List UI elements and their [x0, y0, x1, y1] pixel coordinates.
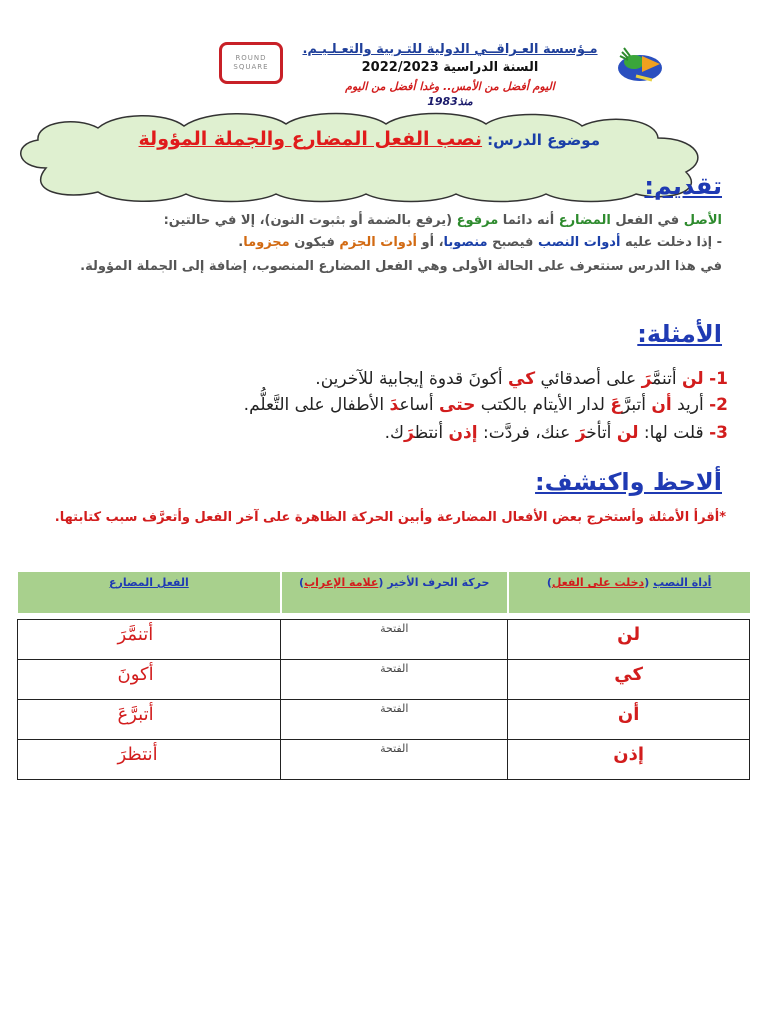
table-header-row [17, 572, 750, 613]
header-tool: أداة النصب (دخلت على الفعل) [508, 572, 750, 613]
intro-line-1: الأصل في الفعل المضارع أنه دائما مرفوع (يرفع بالضمة أو بثبوت النون)، إلا في حالتين: [163, 213, 722, 228]
cell-mark: الفتحة [281, 740, 508, 780]
intro-line-3: في هذا الدرس سنتعرف على الحالة الأولى وهي الفعل المضارع المنصوب، إضافة إلى الجملة المؤولة. [80, 259, 722, 274]
cell-verb: أتنمَّرَ [17, 620, 281, 660]
intro-line-2: - إذا دخلت عليه أدوات النصب فيصبح منصوبا، أو أدوات الجزم فيكون مجزوما. [238, 235, 722, 250]
cell-mark: الفتحة [281, 620, 508, 660]
institution-name: مـؤسسة العـراقــي الدولية للتـربية والتعـلـيـم. [302, 42, 598, 57]
cell-mark: الفتحة [281, 700, 508, 740]
school-year-value: 2022/2023 [361, 60, 439, 75]
table-row [17, 660, 750, 700]
examples-heading: الأمثلة: [637, 320, 722, 348]
intro-term-asl: الأصل [683, 213, 722, 228]
example-3: 3- قلت لها: لن أتأخرَ عنك، فردَّت: إذن أنتظرَك. [384, 423, 728, 443]
intro-term-nasb-tools: أدوات النصب [537, 235, 621, 250]
intro-term-mudari: المضارع [558, 213, 611, 228]
topic-label: موضوع الدرس: [487, 131, 600, 149]
intro-term-mansub: منصوبا [443, 235, 488, 250]
example-1: 1- لن أتنمَّرَ على أصدقائي كي أكونَ قدوة إيجابية للآخرين. [315, 369, 728, 389]
topic-title: نصب الفعل المضارع والجملة المؤولة [138, 128, 483, 150]
cell-verb: أتبرَّعَ [17, 700, 281, 740]
header-verb: الفعل المضارع [17, 572, 281, 613]
header-mark: حركة الحرف الأخير (علامة الإعراب) [281, 572, 508, 613]
table-row [17, 620, 750, 660]
intro-term-jazm-tools: أدوات الجزم [339, 235, 417, 250]
cell-mark: الفتحة [281, 660, 508, 700]
school-year [300, 60, 600, 75]
cell-tool: كي [508, 660, 750, 700]
topic-cloud-shape [6, 108, 714, 204]
round-square-logo-line1: ROUND [235, 54, 267, 62]
round-square-logo-line2: SQUARE [233, 63, 269, 71]
motto: اليوم أفضل من الأمس.. وغدا أفضل من اليوم [345, 80, 555, 93]
since-line [300, 95, 600, 108]
intro-heading: تقديم: [644, 172, 722, 200]
cell-tool: إذن [508, 740, 750, 780]
example-2: 2- أريد أن أتبرَّعَ لدار الأيتام بالكتب حتى أساعدَ الأطفال على التَّعلُّم. [243, 395, 728, 415]
round-square-logo [219, 42, 283, 84]
analysis-table [16, 572, 750, 780]
table-row [17, 700, 750, 740]
cell-tool: لن [508, 620, 750, 660]
since-label: منذ [457, 95, 473, 108]
school-emblem-icon [612, 42, 668, 86]
intro-term-marfu: مرفوع [456, 213, 499, 228]
since-year: 1983 [427, 95, 458, 108]
observe-heading: ألاحظ واكتشف: [535, 468, 722, 496]
cell-verb: أكونَ [17, 660, 281, 700]
cell-tool: أن [508, 700, 750, 740]
observe-instruction: *أقرأ الأمثلة وأستخرج بعض الأفعال المضارعة وأبين الحركة الظاهرة على آخر الفعل وأتعرَّف سبب كتابتها. [54, 510, 726, 525]
school-year-label: السنة الدراسية [443, 60, 539, 75]
lesson-topic [60, 128, 600, 150]
intro-term-majzum: مجزوما [243, 235, 290, 250]
table-row [17, 740, 750, 780]
cell-verb: أنتظرَ [17, 740, 281, 780]
